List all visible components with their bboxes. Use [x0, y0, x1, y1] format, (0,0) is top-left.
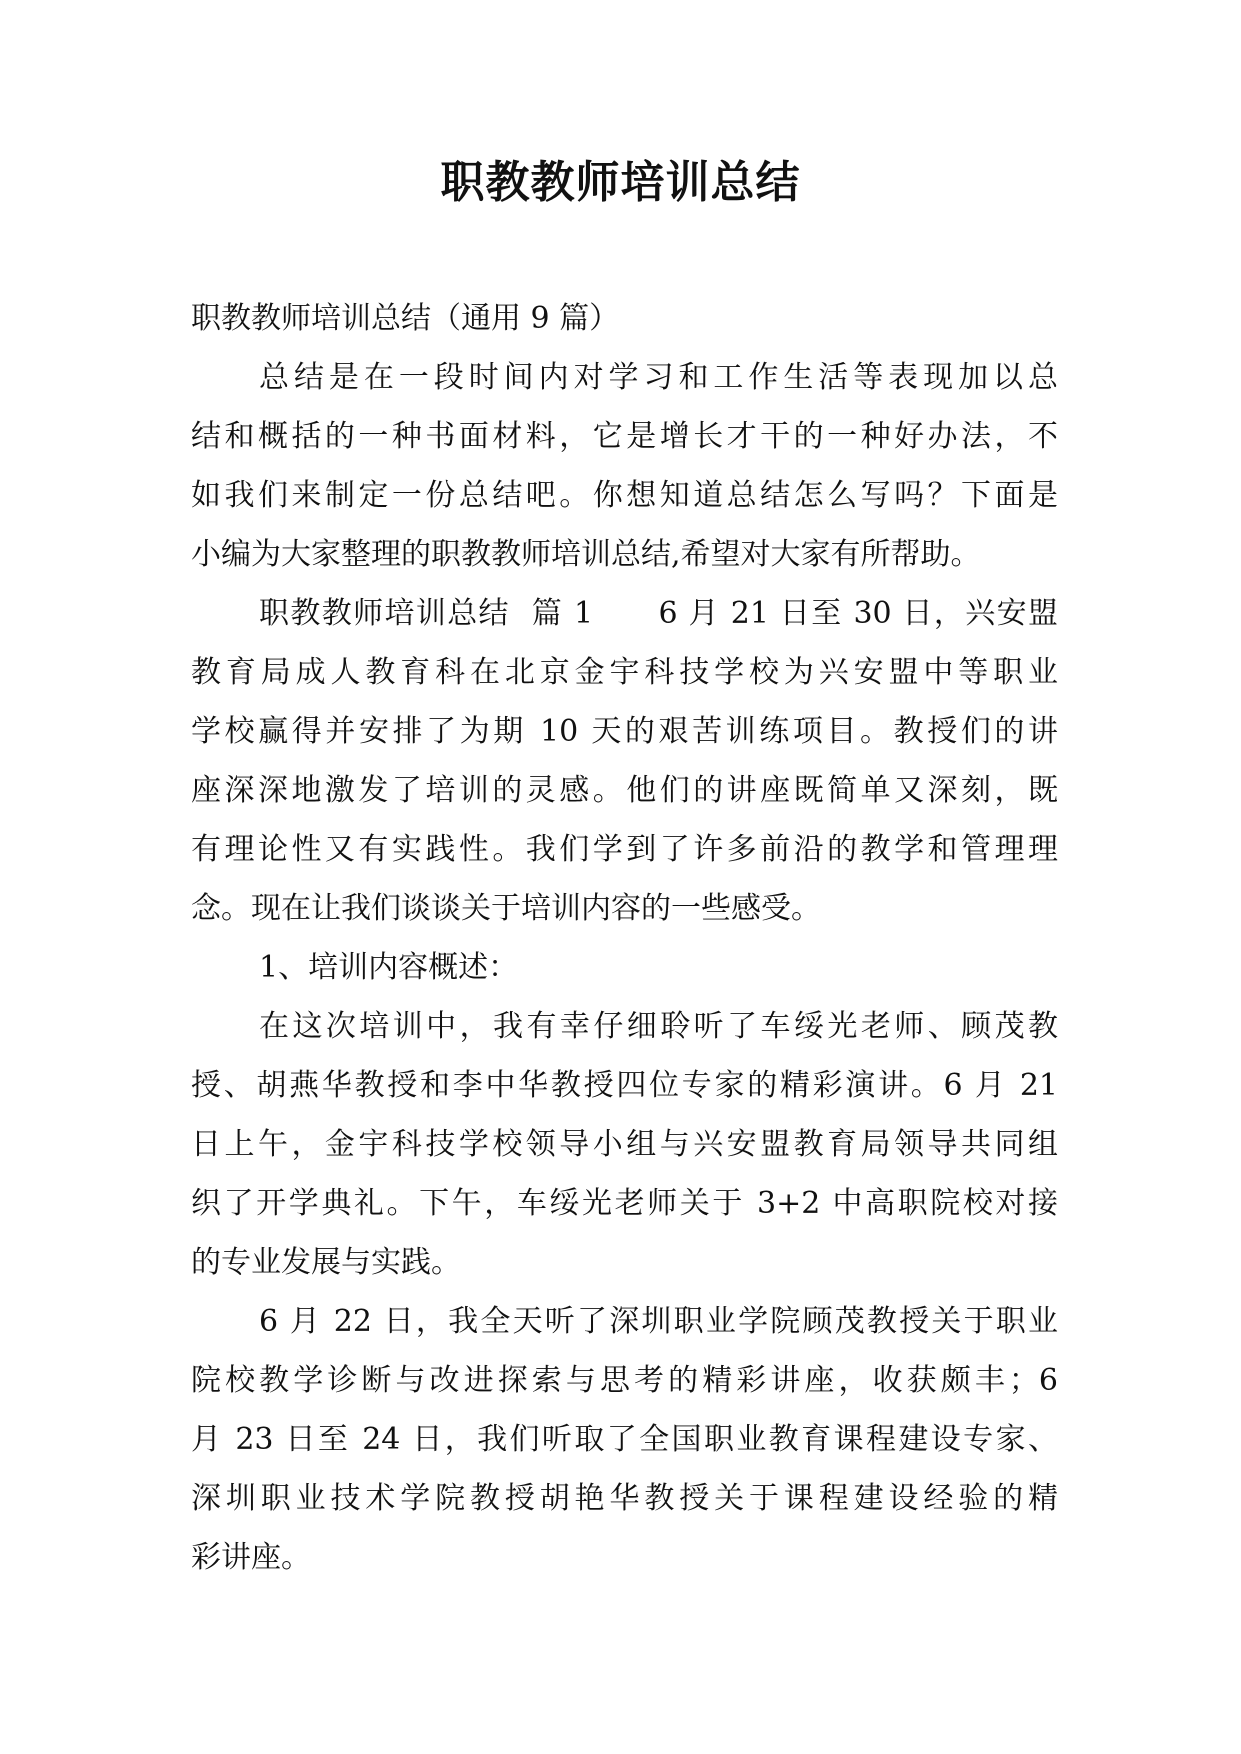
text-line: 小编为大家整理的职教教师培训总结,希望对大家有所帮助。 [191, 537, 981, 572]
text-line: 念。现在让我们谈谈关于培训内容的一些感受。 [191, 891, 821, 926]
text-line: 深圳职业技术学院教授胡艳华教授关于课程建设经验的精 [191, 1481, 1058, 1516]
text-line: 座深深地激发了培训的灵感。他们的讲座既简单又深刻，既 [191, 773, 1058, 808]
text-line: 授、胡燕华教授和李中华教授四位专家的精彩演讲。6 月 21 [191, 1068, 1058, 1103]
text-line: 1、培训内容概述： [259, 950, 519, 985]
page-title: 职教教师培训总结 [440, 157, 801, 208]
text-line: 6 月 22 日，我全天听了深圳职业学院顾茂教授关于职业 [259, 1304, 1058, 1339]
text-line: 结和概括的一种书面材料，它是增长才干的一种好办法，不 [191, 419, 1058, 454]
text-line: 教育局成人教育科在北京金宇科技学校为兴安盟中等职业 [191, 655, 1058, 690]
text-line: 总结是在一段时间内对学习和工作生活等表现加以总 [259, 360, 1058, 395]
text-line: 彩讲座。 [191, 1540, 311, 1575]
text-line: 有理论性又有实践性。我们学到了许多前沿的教学和管理理 [191, 832, 1058, 867]
text-line: 如我们来制定一份总结吧。你想知道总结怎么写吗？下面是 [191, 478, 1058, 513]
text-line: 织了开学典礼。下午，车绥光老师关于 3+2 中高职院校对接 [191, 1186, 1058, 1221]
paragraph-training-overview [191, 997, 1058, 1292]
section-heading [191, 938, 1058, 997]
document-body [191, 289, 1058, 1587]
text-line [191, 584, 1058, 643]
text-line: 的专业发展与实践。 [191, 1245, 461, 1280]
document-subtitle: 职教教师培训总结（通用 9 篇） [191, 301, 620, 336]
text-line: 月 23 日至 24 日，我们听取了全国职业教育课程建设专家、 [191, 1422, 1058, 1457]
text-line-content: 职教教师培训总结 篇 1 6 月 21 日至 30 日，兴安盟 [259, 596, 1058, 631]
paragraph-intro [191, 348, 1058, 584]
text-line: 在这次培训中，我有幸仔细聆听了车绥光老师、顾茂教 [259, 1009, 1058, 1044]
text-line: 院校教学诊断与改进探索与思考的精彩讲座，收获颇丰；6 [191, 1363, 1058, 1398]
paragraph-lectures [191, 1292, 1058, 1587]
paragraph-article-1 [191, 584, 1058, 938]
text-line: 学校赢得并安排了为期 10 天的艰苦训练项目。教授们的讲 [191, 714, 1058, 749]
text-line: 日上午，金宇科技学校领导小组与兴安盟教育局领导共同组 [191, 1127, 1058, 1162]
